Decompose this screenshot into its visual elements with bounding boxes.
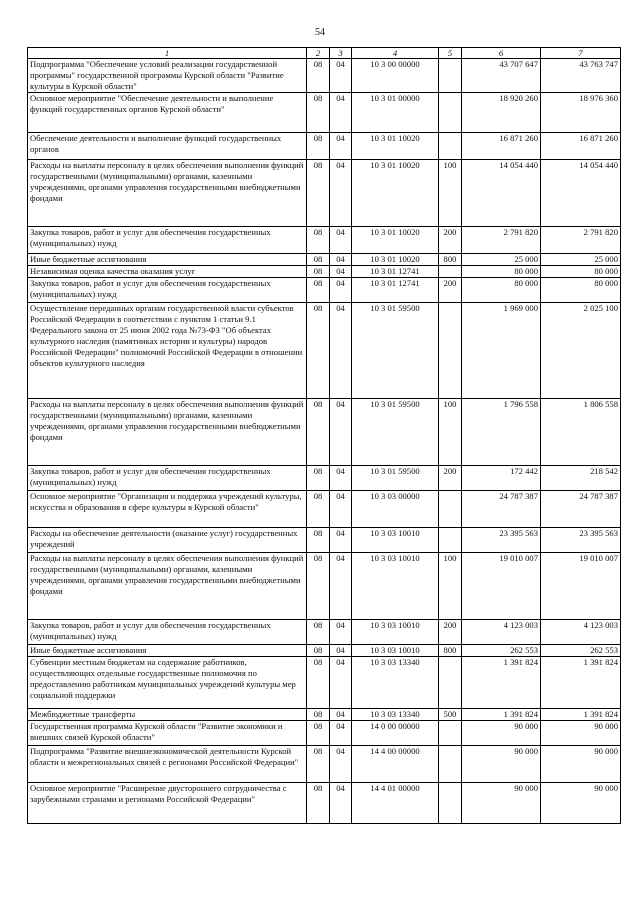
row-amount-2-cell: 90 000: [541, 746, 621, 783]
row-name-cell: Осуществление переданных органам государственной власти субъектов Российской Федерации в соответствии с пунктом 1 статьи 9.1 Федерального закона от 25 июня 2002 года №73-ФЗ "Об объектах культурного наследия (памятниках истории и культуры) народов Российской Федерации" полномочий Российской Федерации в отношении объектов культурного наследия: [28, 303, 307, 399]
row-expense-type-cell: [439, 266, 462, 278]
row-amount-1-cell: 1 969 000: [462, 303, 541, 399]
row-name-cell: Государственная программа Курской области "Развитие экономики и внешних связей Курской области": [28, 721, 307, 746]
row-subsection-cell: 04: [330, 491, 352, 528]
row-amount-2-cell: 262 553: [541, 645, 621, 657]
table-row: [28, 783, 621, 824]
row-amount-1-cell: 2 791 820: [462, 227, 541, 254]
row-subsection-cell: 04: [330, 645, 352, 657]
row-subsection-cell: 04: [330, 133, 352, 160]
row-section-cell: 08: [307, 266, 330, 278]
row-expense-type-cell: [439, 59, 462, 93]
row-amount-1-cell: 90 000: [462, 721, 541, 746]
row-name-cell: Основное мероприятие "Расширение двустороннего сотрудничества с зарубежными странами и регионами Российской Федерации": [28, 783, 307, 824]
row-name-cell: Закупка товаров, работ и услуг для обеспечения государственных (муниципальных) нужд: [28, 227, 307, 254]
row-amount-1-cell: 1 391 824: [462, 709, 541, 721]
row-amount-2-cell: 18 976 360: [541, 93, 621, 133]
row-expense-type-cell: [439, 528, 462, 553]
row-amount-1-cell: 80 000: [462, 266, 541, 278]
row-section-cell: 08: [307, 709, 330, 721]
row-expense-type-cell: 200: [439, 466, 462, 491]
row-subsection-cell: 04: [330, 657, 352, 709]
table-header-row: [28, 48, 621, 59]
row-name-cell: Обеспечение деятельности и выполнение функций государственных органов: [28, 133, 307, 160]
row-amount-1-cell: 80 000: [462, 278, 541, 303]
row-name-cell: Закупка товаров, работ и услуг для обеспечения государственных (муниципальных) нужд: [28, 278, 307, 303]
row-name-cell: Расходы на выплаты персоналу в целях обеспечения выполнения функций государственными (муниципальными) органами, казенными учреждениями, органами управления государственными внебюджетными фондами: [28, 553, 307, 620]
row-target-code-cell: 10 3 01 10020: [352, 227, 439, 254]
row-amount-2-cell: 14 054 440: [541, 160, 621, 227]
row-expense-type-cell: 500: [439, 709, 462, 721]
table-row: [28, 620, 621, 645]
row-target-code-cell: 10 3 03 10010: [352, 645, 439, 657]
table-row: [28, 266, 621, 278]
row-subsection-cell: 04: [330, 254, 352, 266]
row-target-code-cell: 10 3 03 10010: [352, 620, 439, 645]
row-subsection-cell: 04: [330, 709, 352, 721]
table-row: [28, 399, 621, 466]
row-section-cell: 08: [307, 721, 330, 746]
row-amount-1-cell: 262 553: [462, 645, 541, 657]
row-expense-type-cell: [439, 657, 462, 709]
table-row: [28, 160, 621, 227]
row-target-code-cell: 14 4 00 00000: [352, 746, 439, 783]
row-subsection-cell: 04: [330, 266, 352, 278]
row-amount-2-cell: 90 000: [541, 783, 621, 824]
table-row: [28, 709, 621, 721]
table-row: [28, 491, 621, 528]
row-name-cell: Расходы на обеспечение деятельности (оказание услуг) государственных учреждений: [28, 528, 307, 553]
row-subsection-cell: 04: [330, 278, 352, 303]
row-target-code-cell: 10 3 00 00000: [352, 59, 439, 93]
row-expense-type-cell: 200: [439, 278, 462, 303]
row-name-cell: Межбюджетные трансферты: [28, 709, 307, 721]
row-expense-type-cell: [439, 721, 462, 746]
table-row: [28, 254, 621, 266]
row-subsection-cell: 04: [330, 93, 352, 133]
row-section-cell: 08: [307, 278, 330, 303]
row-expense-type-cell: 200: [439, 620, 462, 645]
row-section-cell: 08: [307, 657, 330, 709]
row-expense-type-cell: 800: [439, 645, 462, 657]
row-section-cell: 08: [307, 620, 330, 645]
row-section-cell: 08: [307, 491, 330, 528]
row-amount-1-cell: 23 395 563: [462, 528, 541, 553]
row-amount-2-cell: 80 000: [541, 266, 621, 278]
row-amount-2-cell: 1 391 824: [541, 709, 621, 721]
row-section-cell: 08: [307, 528, 330, 553]
row-amount-2-cell: 1 391 824: [541, 657, 621, 709]
row-expense-type-cell: [439, 746, 462, 783]
row-section-cell: 08: [307, 645, 330, 657]
row-amount-2-cell: 25 000: [541, 254, 621, 266]
row-expense-type-cell: [439, 93, 462, 133]
row-amount-1-cell: 90 000: [462, 746, 541, 783]
table-row: [28, 746, 621, 783]
row-name-cell: Закупка товаров, работ и услуг для обеспечения государственных (муниципальных) нужд: [28, 620, 307, 645]
row-target-code-cell: 10 3 03 13340: [352, 709, 439, 721]
row-name-cell: Расходы на выплаты персоналу в целях обеспечения выполнения функций государственными (муниципальными) органами, казенными учреждениями, органами управления государственными внебюджетными фондами: [28, 160, 307, 227]
row-expense-type-cell: 100: [439, 399, 462, 466]
row-amount-2-cell: 43 763 747: [541, 59, 621, 93]
row-amount-2-cell: 19 010 007: [541, 553, 621, 620]
row-amount-1-cell: 24 787 387: [462, 491, 541, 528]
row-section-cell: 08: [307, 160, 330, 227]
row-subsection-cell: 04: [330, 783, 352, 824]
row-section-cell: 08: [307, 553, 330, 620]
row-target-code-cell: 10 3 03 00000: [352, 491, 439, 528]
row-name-cell: Независимая оценка качества оказания услуг: [28, 266, 307, 278]
row-name-cell: Основное мероприятие "Обеспечение деятельности и выполнение функций государственных органов Курской области": [28, 93, 307, 133]
row-target-code-cell: 10 3 01 59500: [352, 399, 439, 466]
row-expense-type-cell: [439, 491, 462, 528]
row-name-cell: Подпрограмма "Развитие внешнеэкономической деятельности Курской области и межрегиональных связей с регионами Российской Федерации": [28, 746, 307, 783]
row-amount-2-cell: 1 806 558: [541, 399, 621, 466]
row-amount-1-cell: 16 871 260: [462, 133, 541, 160]
header-col-1: 1: [28, 48, 307, 59]
table-row: [28, 227, 621, 254]
row-amount-2-cell: 80 000: [541, 278, 621, 303]
row-subsection-cell: 04: [330, 620, 352, 645]
row-target-code-cell: 10 3 01 10020: [352, 160, 439, 227]
row-section-cell: 08: [307, 466, 330, 491]
table-row: [28, 466, 621, 491]
row-subsection-cell: 04: [330, 466, 352, 491]
row-subsection-cell: 04: [330, 528, 352, 553]
row-expense-type-cell: [439, 783, 462, 824]
row-name-cell: Расходы на выплаты персоналу в целях обеспечения выполнения функций государственными (муниципальными) органами, казенными учреждениями, органами управления государственными внебюджетными фондами: [28, 399, 307, 466]
row-subsection-cell: 04: [330, 746, 352, 783]
row-name-cell: Иные бюджетные ассигнования: [28, 254, 307, 266]
table-row: [28, 133, 621, 160]
row-section-cell: 08: [307, 783, 330, 824]
row-amount-1-cell: 90 000: [462, 783, 541, 824]
row-amount-1-cell: 25 000: [462, 254, 541, 266]
page-number: 54: [315, 27, 325, 38]
row-target-code-cell: 10 3 03 13340: [352, 657, 439, 709]
row-target-code-cell: 10 3 01 00000: [352, 93, 439, 133]
row-amount-1-cell: 172 442: [462, 466, 541, 491]
row-name-cell: Субвенции местным бюджетам на содержание работников, осуществляющих отдельные государственные полномочия по предоставлению работникам муниципальных учреждений культуры мер социальной поддержки: [28, 657, 307, 709]
header-col-2: 2: [307, 48, 330, 59]
row-target-code-cell: 10 3 03 10010: [352, 528, 439, 553]
table-row: [28, 528, 621, 553]
header-col-7: 7: [541, 48, 621, 59]
row-amount-1-cell: 14 054 440: [462, 160, 541, 227]
table-row: [28, 303, 621, 399]
header-col-3: 3: [330, 48, 352, 59]
row-amount-1-cell: 1 796 558: [462, 399, 541, 466]
row-amount-1-cell: 43 707 647: [462, 59, 541, 93]
table-row: [28, 278, 621, 303]
row-amount-1-cell: 1 391 824: [462, 657, 541, 709]
row-subsection-cell: 04: [330, 721, 352, 746]
row-section-cell: 08: [307, 399, 330, 466]
row-section-cell: 08: [307, 93, 330, 133]
row-amount-2-cell: 2 025 100: [541, 303, 621, 399]
row-section-cell: 08: [307, 254, 330, 266]
row-target-code-cell: 10 3 01 10020: [352, 133, 439, 160]
header-col-4: 4: [352, 48, 439, 59]
row-section-cell: 08: [307, 133, 330, 160]
row-section-cell: 08: [307, 303, 330, 399]
row-target-code-cell: 10 3 01 12741: [352, 266, 439, 278]
table-row: [28, 657, 621, 709]
row-amount-1-cell: 19 010 007: [462, 553, 541, 620]
row-target-code-cell: 14 4 01 00000: [352, 783, 439, 824]
row-subsection-cell: 04: [330, 303, 352, 399]
row-amount-2-cell: 24 787 387: [541, 491, 621, 528]
row-expense-type-cell: 100: [439, 553, 462, 620]
row-expense-type-cell: 800: [439, 254, 462, 266]
row-name-cell: Иные бюджетные ассигнования: [28, 645, 307, 657]
header-col-6: 6: [462, 48, 541, 59]
table-row: [28, 93, 621, 133]
row-amount-1-cell: 4 123 003: [462, 620, 541, 645]
row-subsection-cell: 04: [330, 227, 352, 254]
row-expense-type-cell: 200: [439, 227, 462, 254]
row-name-cell: Подпрограмма "Обеспечение условий реализации государственной программы" государственной программы Курской области "Развитие культуры в Курской области": [28, 59, 307, 93]
header-col-5: 5: [439, 48, 462, 59]
table-row: [28, 721, 621, 746]
row-section-cell: 08: [307, 746, 330, 783]
row-subsection-cell: 04: [330, 160, 352, 227]
row-amount-2-cell: 4 123 003: [541, 620, 621, 645]
row-amount-2-cell: 16 871 260: [541, 133, 621, 160]
row-amount-2-cell: 2 791 820: [541, 227, 621, 254]
row-target-code-cell: 10 3 01 10020: [352, 254, 439, 266]
row-subsection-cell: 04: [330, 59, 352, 93]
row-expense-type-cell: [439, 133, 462, 160]
row-amount-1-cell: 18 920 260: [462, 93, 541, 133]
row-expense-type-cell: 100: [439, 160, 462, 227]
row-name-cell: Основное мероприятие "Организация и поддержка учреждений культуры, искусства и образования в сфере культуры в Курской области": [28, 491, 307, 528]
table-row: [28, 645, 621, 657]
row-amount-2-cell: 218 542: [541, 466, 621, 491]
row-section-cell: 08: [307, 59, 330, 93]
budget-table: [27, 47, 621, 824]
table-row: [28, 553, 621, 620]
row-target-code-cell: 14 0 00 00000: [352, 721, 439, 746]
row-amount-2-cell: 23 395 563: [541, 528, 621, 553]
row-subsection-cell: 04: [330, 399, 352, 466]
row-subsection-cell: 04: [330, 553, 352, 620]
row-target-code-cell: 10 3 01 59500: [352, 303, 439, 399]
row-amount-2-cell: 90 000: [541, 721, 621, 746]
row-target-code-cell: 10 3 01 12741: [352, 278, 439, 303]
row-target-code-cell: 10 3 03 10010: [352, 553, 439, 620]
table-row: [28, 59, 621, 93]
row-section-cell: 08: [307, 227, 330, 254]
row-expense-type-cell: [439, 303, 462, 399]
row-target-code-cell: 10 3 01 59500: [352, 466, 439, 491]
row-name-cell: Закупка товаров, работ и услуг для обеспечения государственных (муниципальных) нужд: [28, 466, 307, 491]
